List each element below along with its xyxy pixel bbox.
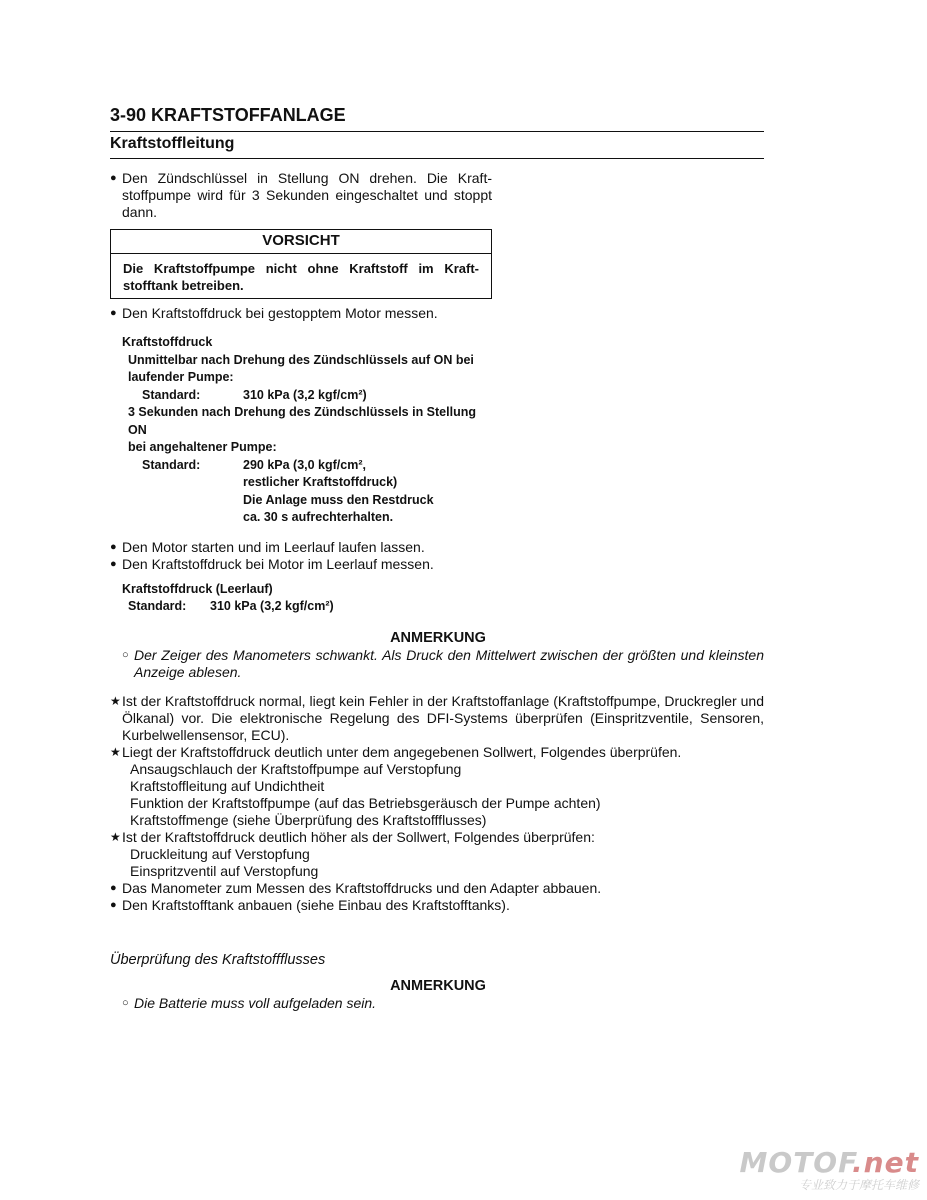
spec-standard [122,598,492,616]
check-subitem: Kraftstoffleitung auf Undichtheit [130,778,325,794]
subsection-heading: Überprüfung des Kraftstoffflusses [110,952,326,968]
check-item [110,744,764,761]
spec-value: 310 kPa (3,2 kgf/cm²) [243,387,367,402]
check-item [110,829,764,846]
troubleshooting-list [110,693,764,914]
star-icon: ★ [110,745,121,759]
check-subitem: Ansaugschlauch der Kraftstoffpumpe auf Verstopfung [130,761,462,777]
check-subitem: Einspritzventil auf Verstopfung [130,863,319,879]
check-subitem: Druckleitung auf Verstopfung [130,846,310,862]
check-subitem: Kraftstoffmenge (siehe Überprüfung des Kraftstoffflusses) [130,812,487,828]
caution-heading: VORSICHT [111,230,491,254]
idle-pressure-spec [110,581,492,616]
spec-value-line: ca. 30 s aufrechterhalten. [243,510,394,524]
check-subitem: Funktion der Kraftstoffpumpe (auf das Betriebsgeräusch der Pumpe achten) [130,795,601,811]
spec-condition-2b: bei angehaltener Pumpe: [128,440,277,454]
note-block-2 [110,977,764,1012]
watermark-logo [740,1148,919,1178]
spec-label: Standard: [142,387,201,402]
note-body: Die Batterie muss voll aufgeladen sein. [134,995,377,1011]
spec-value: 290 kPa (3,0 kgf/cm², [243,457,366,472]
instruction-bullet [110,539,492,556]
check-text: Ist der Kraftstoffdruck deutlich höher als der Sollwert, Folgendes überprüfen: [122,829,595,845]
bullet-text: Den Kraftstofftank anbauen (siehe Einbau des Kraftstofftanks). [122,897,510,913]
bullet-text: Den Zündschlüssel in Stellung ON drehen. Die Kraft-stoffpumpe wird für 3 Sekunden eingeschaltet und stoppt dann. [122,170,492,220]
note-text [110,995,764,1012]
instruction-bullet [110,880,764,897]
spec-title: Kraftstoffdruck (Leerlauf) [122,581,273,596]
bullet-icon: ● [110,307,117,319]
section-title: Kraftstoffleitung [110,135,235,152]
instruction-bullet [110,305,492,322]
caution-box [110,229,492,299]
instruction-bullet [110,170,492,221]
note-circle-icon: ○ [122,649,129,661]
title-rule [110,131,764,132]
note-block-1 [110,629,764,681]
spec-label: Standard: [128,599,187,613]
bullet-icon: ● [110,557,117,570]
bullet-text: Das Manometer zum Messen des Kraftstoffdrucks und den Adapter abbauen. [122,880,602,896]
spec-condition-2: 3 Sekunden nach Drehung des Zündschlüssels in Stellung ON [128,405,476,437]
fuel-pressure-spec [110,334,492,527]
spec-value: 310 kPa (3,2 kgf/cm²) [210,599,334,613]
spec-condition-1: Unmittelbar nach Drehung des Zündschlüssels auf ON bei laufender Pumpe: [128,352,474,384]
check-item [110,693,764,744]
watermark-tagline: 专业致力于摩托车维修 [798,1178,919,1192]
bullet-text: Den Kraftstoffdruck bei Motor im Leerlauf messen. [122,555,434,572]
section-rule [110,158,764,159]
bullet-text: Den Motor starten und im Leerlauf laufen lassen. [122,538,425,555]
note-body: Der Zeiger des Manometers schwankt. Als Druck den Mittelwert zwischen der größten und kleinsten Anzeige ablesen. [134,647,764,680]
note-heading: ANMERKUNG [390,630,486,646]
instruction-bullet [110,556,492,573]
star-icon: ★ [110,830,121,844]
watermark-suffix: .net [852,1146,919,1179]
instruction-bullet [110,897,764,914]
spec-title: Kraftstoffdruck [122,335,213,349]
spec-value-line: Die Anlage muss den Restdruck [243,492,434,507]
watermark-brand: MOTOF [739,1146,853,1179]
left-column [110,170,492,616]
note-heading: ANMERKUNG [390,978,486,994]
bullet-icon: ● [110,540,117,553]
spec-standard-1 [122,387,492,405]
note-circle-icon: ○ [122,997,129,1009]
note-text [110,647,764,681]
spec-value-line: restlicher Kraftstoffdruck) [243,475,398,489]
bullet-icon: ● [110,899,117,911]
page-title: 3-90 KRAFTSTOFFANLAGE [110,105,346,125]
spec-label: Standard: [142,457,201,472]
caution-text: Die Kraftstoffpumpe nicht ohne Kraftstoff im Kraft-stofftank betreiben. [123,261,479,293]
bullet-icon: ● [110,882,117,894]
bullet-text: Den Kraftstoffdruck bei gestopptem Motor messen. [122,305,438,321]
watermark [740,1148,919,1192]
spec-standard-2 [122,457,492,475]
check-text: Ist der Kraftstoffdruck normal, liegt kein Fehler in der Kraftstoffanlage (Kraftstoffpumpe, Druckregler und Ölkanal) vor. Die elektronische Regelung des DFI-Systems überprüfen (Einspritzventile, Sensoren, Kurbelwellensensor, ECU). [122,693,764,743]
star-icon: ★ [110,694,121,708]
bullet-icon: ● [110,172,117,184]
check-text: Liegt der Kraftstoffdruck deutlich unter dem angegebenen Sollwert, Folgendes überprüfen. [122,744,682,760]
